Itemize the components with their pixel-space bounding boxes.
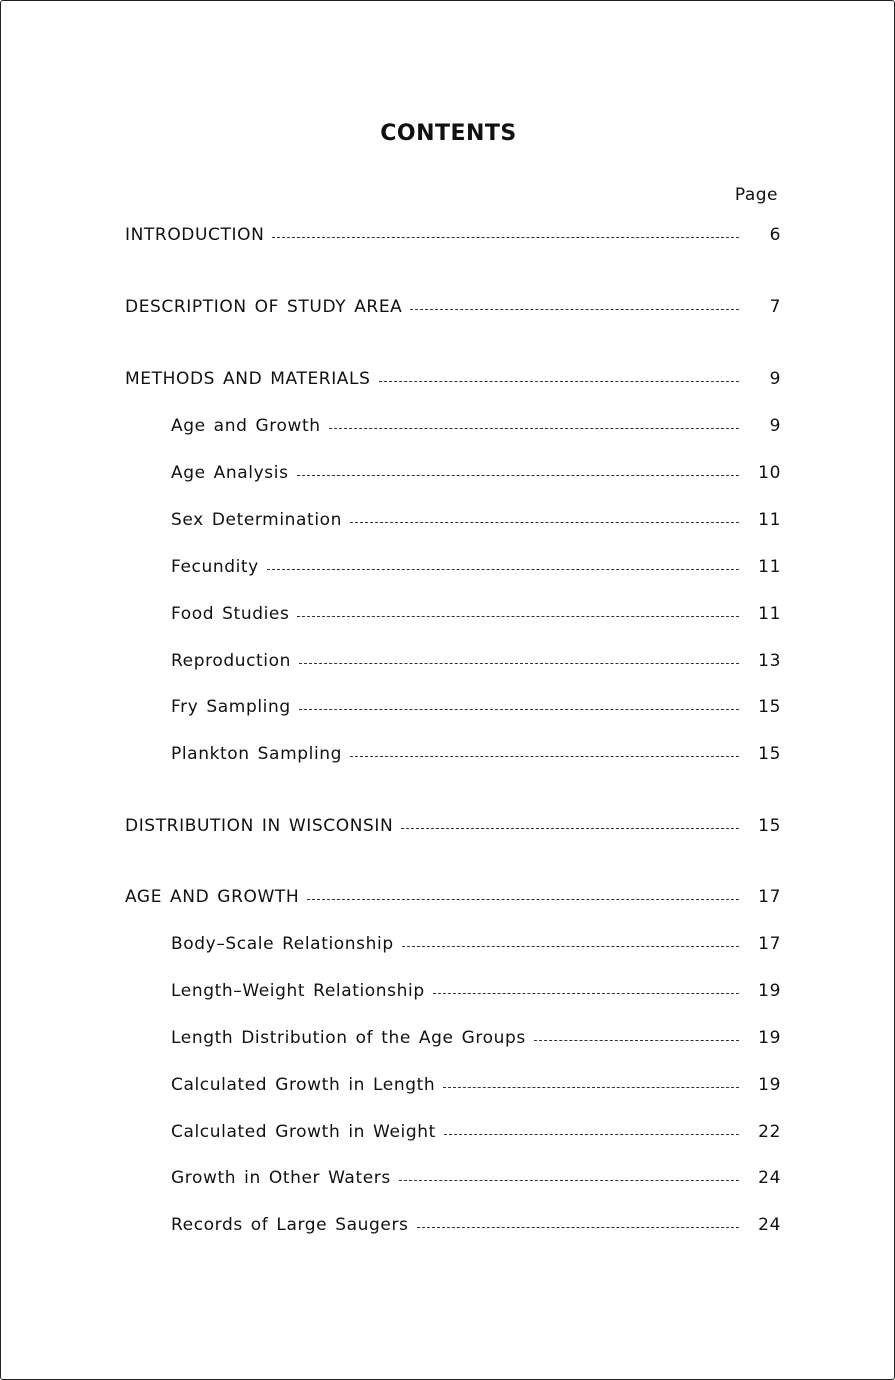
- toc-entry-label: AGE AND GROWTH: [125, 887, 300, 907]
- toc-entry-calculated-growth-weight: [1, 1122, 895, 1148]
- toc-entry-length-weight-relationship: [1, 981, 895, 1007]
- toc-entry-label: Calculated Growth in Weight: [171, 1122, 436, 1142]
- dotted-leader: [329, 427, 739, 429]
- toc-entry-calculated-growth-length: [1, 1075, 895, 1101]
- toc-entry-label: Reproduction: [171, 651, 291, 671]
- dotted-leader: [350, 521, 739, 523]
- dotted-leader: [307, 898, 739, 900]
- dotted-leader: [379, 380, 739, 382]
- toc-entry-food-studies: [1, 604, 895, 630]
- toc-entry-age-analysis: [1, 463, 895, 489]
- dotted-leader: [443, 1086, 739, 1088]
- toc-entry-plankton-sampling: [1, 744, 895, 770]
- toc-entry-label: METHODS AND MATERIALS: [125, 369, 371, 389]
- toc-entry-page: 11: [758, 604, 781, 624]
- toc-entry-methods-and-materials: [1, 369, 895, 395]
- toc-entry-label: Body–Scale Relationship: [171, 934, 394, 954]
- toc-entry-description-of-study-area: [1, 297, 895, 323]
- page-title: CONTENTS: [380, 121, 517, 146]
- dotted-leader: [402, 945, 739, 947]
- dotted-leader: [267, 568, 739, 570]
- toc-entry-page: 9: [769, 416, 781, 436]
- toc-entry-page: 24: [758, 1168, 781, 1188]
- toc-entry-sex-determination: [1, 510, 895, 536]
- toc-entry-page: 10: [758, 463, 781, 483]
- toc-entry-page: 19: [758, 1075, 781, 1095]
- toc-entry-label: Plankton Sampling: [171, 744, 343, 764]
- toc-entry-page: 15: [758, 816, 781, 836]
- toc-entry-fry-sampling: [1, 697, 895, 723]
- toc-entry-label: Sex Determination: [171, 510, 343, 530]
- toc-entry-label: Length Distribution of the Age Groups: [171, 1028, 526, 1048]
- dotted-leader: [417, 1226, 740, 1228]
- toc-entry-label: Length–Weight Relationship: [171, 981, 425, 1001]
- toc-entry-label: Fry Sampling: [171, 697, 291, 717]
- toc-entry-page: 17: [758, 934, 781, 954]
- dotted-leader: [272, 236, 739, 238]
- toc-entry-page: 11: [758, 557, 781, 577]
- page-column-label: Page: [734, 185, 778, 205]
- toc-entry-growth-other-waters: [1, 1168, 895, 1194]
- toc-entry-label: INTRODUCTION: [125, 225, 265, 245]
- toc-entry-label: Fecundity: [171, 557, 259, 577]
- toc-entry-page: 15: [758, 744, 781, 764]
- dotted-leader: [299, 662, 739, 664]
- toc-entry-distribution-in-wisconsin: [1, 816, 895, 842]
- toc-entry-records-large-saugers: [1, 1215, 895, 1241]
- toc-entry-label: Records of Large Saugers: [171, 1215, 409, 1235]
- dotted-leader: [299, 708, 739, 710]
- dotted-leader: [534, 1039, 739, 1041]
- dotted-leader: [297, 474, 739, 476]
- toc-entry-label: Age and Growth: [171, 416, 321, 436]
- dotted-leader: [401, 827, 739, 829]
- toc-entry-body-scale-relationship: [1, 934, 895, 960]
- toc-entry-fecundity: [1, 557, 895, 583]
- dotted-leader: [297, 615, 739, 617]
- dotted-leader: [444, 1133, 739, 1135]
- toc-entry-page: 15: [758, 697, 781, 717]
- toc-entry-age-and-growth-section: [1, 887, 895, 913]
- toc-entry-page: 9: [769, 369, 781, 389]
- toc-entry-page: 6: [769, 225, 781, 245]
- toc-entry-page: 13: [758, 651, 781, 671]
- toc-entry-label: DESCRIPTION OF STUDY AREA: [125, 297, 403, 317]
- toc-entry-page: 7: [769, 297, 781, 317]
- dotted-leader: [433, 992, 739, 994]
- toc-entry-page: 22: [758, 1122, 781, 1142]
- toc-entry-introduction: [1, 225, 895, 251]
- toc-entry-reproduction: [1, 651, 895, 677]
- toc-entry-label: Growth in Other Waters: [171, 1168, 391, 1188]
- toc-entry-label: Calculated Growth in Length: [171, 1075, 436, 1095]
- toc-entry-length-distribution: [1, 1028, 895, 1054]
- toc-entry-page: 19: [758, 981, 781, 1001]
- toc-entry-page: 17: [758, 887, 781, 907]
- toc-entry-label: DISTRIBUTION IN WISCONSIN: [125, 816, 394, 836]
- toc-entry-age-and-growth: [1, 416, 895, 442]
- toc-entry-page: 24: [758, 1215, 781, 1235]
- toc-entry-label: Food Studies: [171, 604, 290, 624]
- toc-entry-page: 19: [758, 1028, 781, 1048]
- dotted-leader: [350, 755, 739, 757]
- dotted-leader: [399, 1179, 739, 1181]
- toc-entry-page: 11: [758, 510, 781, 530]
- dotted-leader: [410, 308, 739, 310]
- toc-entry-label: Age Analysis: [171, 463, 289, 483]
